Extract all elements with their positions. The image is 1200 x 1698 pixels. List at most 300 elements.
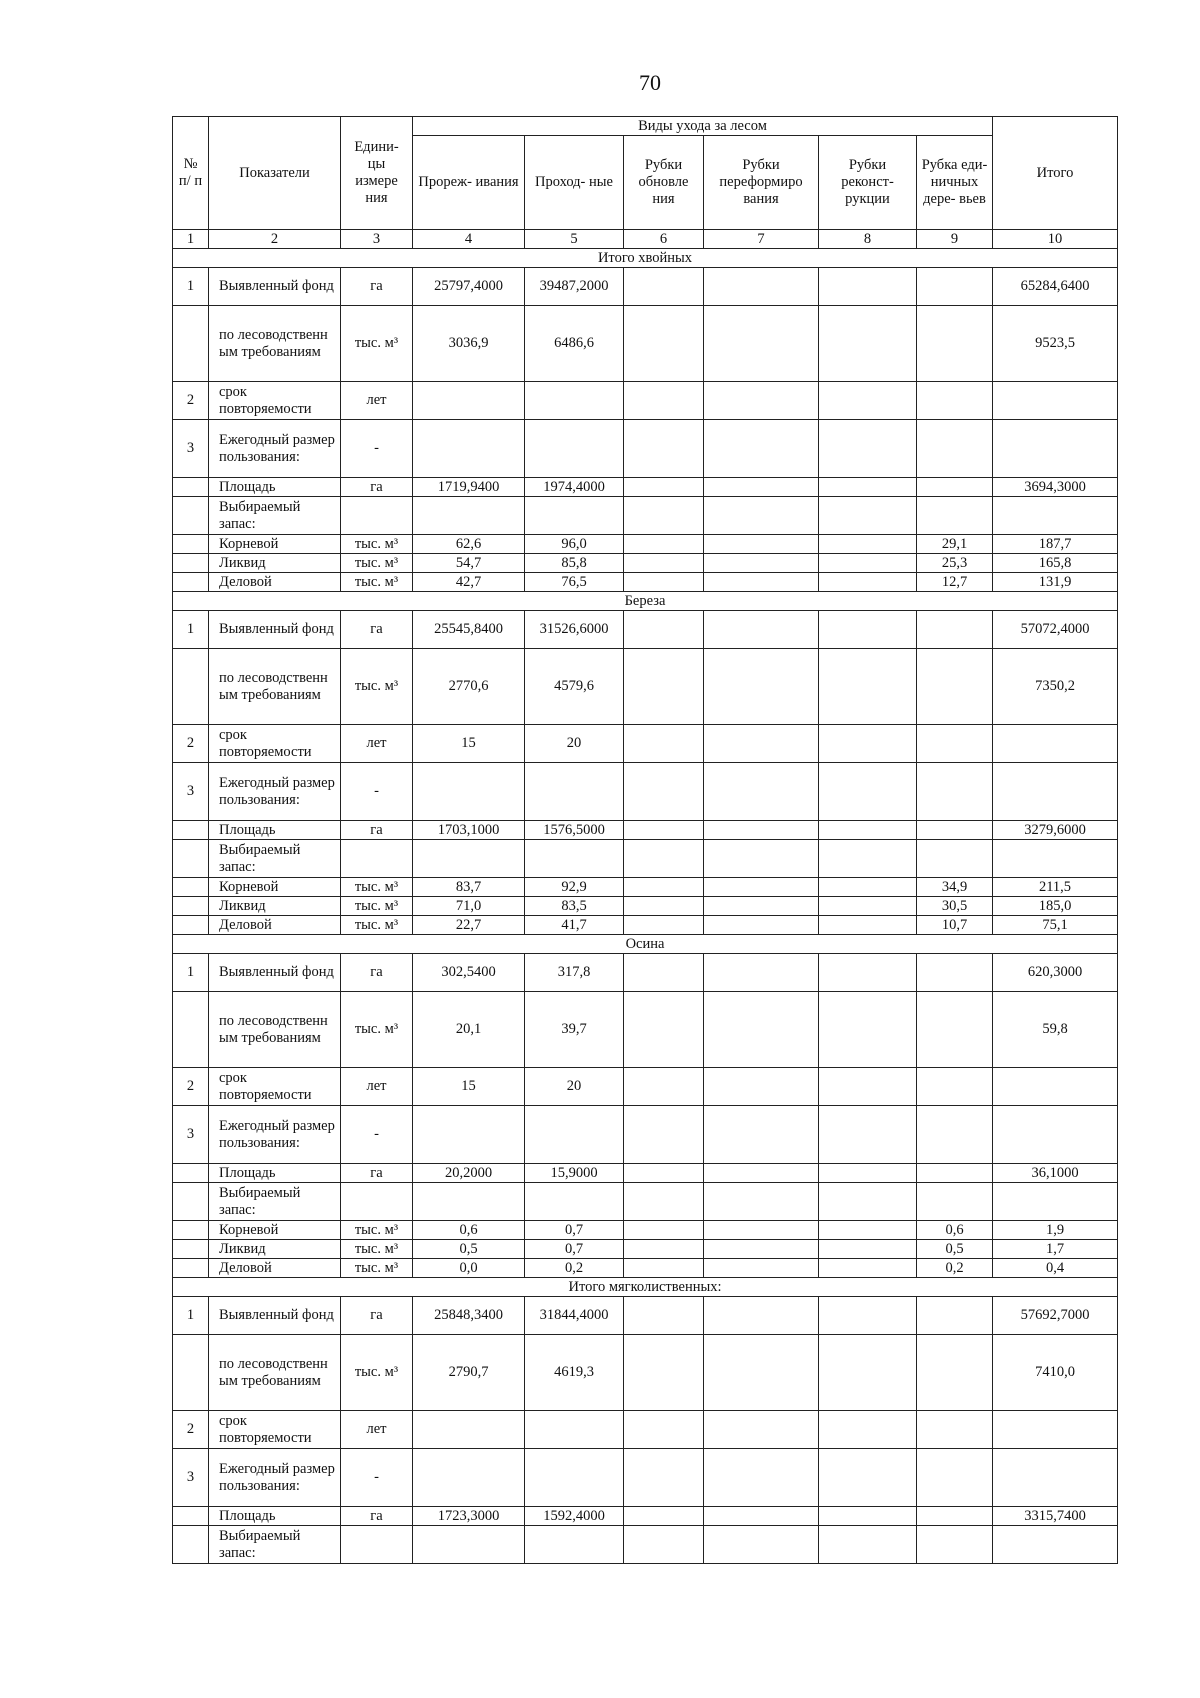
total-value [993,840,1118,878]
total-value: 211,5 [993,878,1118,897]
single-trees-value: 10,7 [917,916,993,935]
table-row [173,1335,1118,1411]
row-number: 2 [173,382,209,420]
single-trees-value [917,763,993,821]
reformation-value [704,1297,819,1335]
single-trees-value [917,649,993,725]
passage-value [525,1411,624,1449]
renewal-value [624,497,704,535]
passage-value [525,1449,624,1507]
table-body [173,249,1118,1564]
table-row [173,554,1118,573]
thinning-value: 0,6 [413,1221,525,1240]
unit [341,840,413,878]
renewal-value [624,1164,704,1183]
table-row [173,1526,1118,1564]
renewal-value [624,1507,704,1526]
indicator-name: Деловой [209,916,341,935]
reconstruction-value [819,897,917,916]
renewal-value [624,535,704,554]
indicator-name: срок повторяемости [209,725,341,763]
passage-value: 1576,5000 [525,821,624,840]
reconstruction-value [819,954,917,992]
indicator-name: Корневой [209,1221,341,1240]
thinning-value [413,420,525,478]
renewal-value [624,1106,704,1164]
row-number: 3 [173,420,209,478]
renewal-value [624,268,704,306]
thinning-value: 25797,4000 [413,268,525,306]
col-number: 3 [341,230,413,249]
reconstruction-value [819,611,917,649]
passage-value: 39487,2000 [525,268,624,306]
reconstruction-value [819,916,917,935]
indicator-name: по лесоводственн ым требованиям [209,992,341,1068]
renewal-value [624,878,704,897]
reformation-value [704,535,819,554]
indicator-name: Выбираемый запас: [209,1526,341,1564]
renewal-value [624,1297,704,1335]
renewal-value [624,1068,704,1106]
passage-value: 83,5 [525,897,624,916]
single-trees-value [917,1449,993,1507]
reconstruction-value [819,554,917,573]
unit: - [341,763,413,821]
total-value: 7410,0 [993,1335,1118,1411]
unit: тыс. м³ [341,535,413,554]
indicator-name: Ликвид [209,554,341,573]
reconstruction-value [819,1221,917,1240]
unit: тыс. м³ [341,306,413,382]
single-trees-value [917,821,993,840]
row-number [173,573,209,592]
unit: га [341,478,413,497]
header-reconstruction: Рубки реконст- рукции [819,136,917,230]
passage-value: 0,7 [525,1221,624,1240]
thinning-value [413,382,525,420]
thinning-value [413,1106,525,1164]
table-row [173,535,1118,554]
reconstruction-value [819,1449,917,1507]
single-trees-value [917,1297,993,1335]
single-trees-value [917,1507,993,1526]
reformation-value [704,1240,819,1259]
unit: тыс. м³ [341,1259,413,1278]
header-num: № п/ п [173,117,209,230]
renewal-value [624,649,704,725]
reconstruction-value [819,268,917,306]
single-trees-value: 0,6 [917,1221,993,1240]
indicator-name: Деловой [209,1259,341,1278]
passage-value: 0,7 [525,1240,624,1259]
passage-value [525,763,624,821]
reconstruction-value [819,478,917,497]
total-value: 9523,5 [993,306,1118,382]
unit: га [341,1297,413,1335]
single-trees-value [917,1335,993,1411]
total-value: 131,9 [993,573,1118,592]
reformation-value [704,992,819,1068]
reconstruction-value [819,840,917,878]
renewal-value [624,573,704,592]
thinning-value: 302,5400 [413,954,525,992]
single-trees-value [917,268,993,306]
col-number: 6 [624,230,704,249]
row-number: 3 [173,763,209,821]
passage-value: 0,2 [525,1259,624,1278]
reconstruction-value [819,1240,917,1259]
single-trees-value [917,382,993,420]
row-number [173,1507,209,1526]
indicator-name: Корневой [209,535,341,554]
total-value [993,763,1118,821]
passage-value [525,382,624,420]
single-trees-value: 25,3 [917,554,993,573]
row-number [173,497,209,535]
unit [341,1183,413,1221]
reconstruction-value [819,382,917,420]
table-row [173,1183,1118,1221]
reconstruction-value [819,1259,917,1278]
reformation-value [704,1183,819,1221]
section-title: Береза [173,592,1118,611]
thinning-value: 1723,3000 [413,1507,525,1526]
single-trees-value: 30,5 [917,897,993,916]
unit: лет [341,725,413,763]
thinning-value: 71,0 [413,897,525,916]
thinning-value [413,1526,525,1564]
indicator-name: Выявленный фонд [209,611,341,649]
passage-value: 15,9000 [525,1164,624,1183]
total-value: 7350,2 [993,649,1118,725]
table-row [173,611,1118,649]
table-row [173,649,1118,725]
table-row [173,840,1118,878]
thinning-value: 62,6 [413,535,525,554]
thinning-value: 2770,6 [413,649,525,725]
reformation-value [704,1068,819,1106]
reconstruction-value [819,649,917,725]
section-header-row [173,1278,1118,1297]
unit [341,497,413,535]
page-number: 70 [639,70,661,95]
renewal-value [624,992,704,1068]
indicator-name: по лесоводственн ым требованиям [209,306,341,382]
indicator-name: срок повторяемости [209,1068,341,1106]
header-thinning: Прореж- ивания [413,136,525,230]
col-number: 9 [917,230,993,249]
thinning-value: 83,7 [413,878,525,897]
reformation-value [704,554,819,573]
reformation-value [704,611,819,649]
unit: га [341,1507,413,1526]
reconstruction-value [819,1526,917,1564]
renewal-value [624,916,704,935]
single-trees-value: 0,2 [917,1259,993,1278]
single-trees-value: 34,9 [917,878,993,897]
table-row [173,821,1118,840]
row-number [173,821,209,840]
thinning-value: 2790,7 [413,1335,525,1411]
row-number: 2 [173,1068,209,1106]
single-trees-value [917,1164,993,1183]
unit [341,1526,413,1564]
unit: лет [341,1411,413,1449]
section-header-row [173,935,1118,954]
reformation-value [704,1259,819,1278]
indicator-name: Корневой [209,878,341,897]
passage-value: 39,7 [525,992,624,1068]
reconstruction-value [819,497,917,535]
renewal-value [624,897,704,916]
indicator-name: срок повторяемости [209,1411,341,1449]
reformation-value [704,821,819,840]
indicator-name: Выявленный фонд [209,1297,341,1335]
reformation-value [704,1526,819,1564]
table-row [173,497,1118,535]
passage-value [525,497,624,535]
indicator-name: Площадь [209,1507,341,1526]
total-value [993,1106,1118,1164]
reconstruction-value [819,535,917,554]
unit: га [341,611,413,649]
passage-value: 1592,4000 [525,1507,624,1526]
unit: тыс. м³ [341,878,413,897]
row-number: 1 [173,954,209,992]
passage-value [525,840,624,878]
reformation-value [704,649,819,725]
table-row [173,725,1118,763]
row-number [173,897,209,916]
table-row [173,1449,1118,1507]
total-value [993,1526,1118,1564]
thinning-value: 15 [413,725,525,763]
row-number: 3 [173,1449,209,1507]
total-value [993,497,1118,535]
renewal-value [624,1183,704,1221]
reconstruction-value [819,420,917,478]
total-value: 3694,3000 [993,478,1118,497]
reformation-value [704,878,819,897]
row-number [173,649,209,725]
indicator-name: по лесоводственн ым требованиям [209,1335,341,1411]
unit: тыс. м³ [341,554,413,573]
total-value: 3279,6000 [993,821,1118,840]
row-number [173,878,209,897]
header-units: Едини- цы измере ния [341,117,413,230]
passage-value: 31844,4000 [525,1297,624,1335]
reformation-value [704,1449,819,1507]
passage-value [525,1183,624,1221]
single-trees-value [917,725,993,763]
total-value [993,1183,1118,1221]
indicator-name: срок повторяемости [209,382,341,420]
row-number [173,306,209,382]
indicator-name: Ликвид [209,1240,341,1259]
renewal-value [624,1526,704,1564]
thinning-value [413,1449,525,1507]
table-row [173,1411,1118,1449]
unit: - [341,1449,413,1507]
single-trees-value [917,306,993,382]
header-total: Итого [993,117,1118,230]
reformation-value [704,420,819,478]
renewal-value [624,1449,704,1507]
renewal-value [624,382,704,420]
unit: - [341,1106,413,1164]
table-row [173,1068,1118,1106]
renewal-value [624,1240,704,1259]
unit: лет [341,382,413,420]
reconstruction-value [819,1297,917,1335]
reconstruction-value [819,992,917,1068]
table-row [173,1297,1118,1335]
total-value: 3315,7400 [993,1507,1118,1526]
row-number: 2 [173,725,209,763]
table-row [173,878,1118,897]
passage-value: 76,5 [525,573,624,592]
col-number: 4 [413,230,525,249]
row-number [173,1221,209,1240]
col-number: 10 [993,230,1118,249]
renewal-value [624,1259,704,1278]
single-trees-value [917,611,993,649]
table-row [173,478,1118,497]
total-value: 620,3000 [993,954,1118,992]
reformation-value [704,725,819,763]
reformation-value [704,478,819,497]
row-number [173,840,209,878]
header-group: Виды ухода за лесом [413,117,993,136]
thinning-value: 20,1 [413,992,525,1068]
thinning-value: 0,0 [413,1259,525,1278]
indicator-name: Площадь [209,1164,341,1183]
table-row [173,1164,1118,1183]
unit: га [341,1164,413,1183]
renewal-value [624,611,704,649]
indicator-name: Ежегодный размер пользования: [209,420,341,478]
reconstruction-value [819,306,917,382]
reconstruction-value [819,821,917,840]
renewal-value [624,840,704,878]
row-number [173,1183,209,1221]
passage-value: 317,8 [525,954,624,992]
indicator-name: Ликвид [209,897,341,916]
reformation-value [704,1221,819,1240]
passage-value: 4619,3 [525,1335,624,1411]
passage-value: 85,8 [525,554,624,573]
thinning-value: 25545,8400 [413,611,525,649]
single-trees-value [917,992,993,1068]
renewal-value [624,1411,704,1449]
passage-value: 1974,4000 [525,478,624,497]
indicator-name: Площадь [209,478,341,497]
total-value: 185,0 [993,897,1118,916]
table-row [173,1106,1118,1164]
row-number [173,916,209,935]
single-trees-value [917,1183,993,1221]
total-value: 59,8 [993,992,1118,1068]
row-number [173,554,209,573]
table-row [173,954,1118,992]
thinning-value: 3036,9 [413,306,525,382]
table-row [173,573,1118,592]
reconstruction-value [819,1164,917,1183]
section-title: Осина [173,935,1118,954]
reformation-value [704,1411,819,1449]
unit: га [341,821,413,840]
reformation-value [704,306,819,382]
single-trees-value [917,478,993,497]
renewal-value [624,420,704,478]
header-passage: Проход- ные [525,136,624,230]
total-value [993,1411,1118,1449]
renewal-value [624,725,704,763]
thinning-value: 15 [413,1068,525,1106]
row-number [173,1335,209,1411]
indicator-name: Выбираемый запас: [209,1183,341,1221]
thinning-value [413,1411,525,1449]
indicator-name: по лесоводственн ым требованиям [209,649,341,725]
table-row [173,1259,1118,1278]
renewal-value [624,1221,704,1240]
unit: тыс. м³ [341,1335,413,1411]
thinning-value: 54,7 [413,554,525,573]
row-number: 2 [173,1411,209,1449]
single-trees-value [917,420,993,478]
total-value: 57692,7000 [993,1297,1118,1335]
total-value [993,420,1118,478]
passage-value [525,420,624,478]
single-trees-value [917,840,993,878]
header-numbers-row [173,230,1118,249]
indicator-name: Выбираемый запас: [209,840,341,878]
total-value: 36,1000 [993,1164,1118,1183]
col-number: 2 [209,230,341,249]
single-trees-value: 0,5 [917,1240,993,1259]
table-row [173,1221,1118,1240]
single-trees-value [917,1106,993,1164]
thinning-value: 1719,9400 [413,478,525,497]
reformation-value [704,840,819,878]
table-row [173,382,1118,420]
total-value: 187,7 [993,535,1118,554]
reformation-value [704,954,819,992]
table-row [173,306,1118,382]
indicator-name: Площадь [209,821,341,840]
indicator-name: Ежегодный размер пользования: [209,1106,341,1164]
renewal-value [624,954,704,992]
reformation-value [704,897,819,916]
col-number: 8 [819,230,917,249]
col-number: 1 [173,230,209,249]
single-trees-value [917,1526,993,1564]
thinning-value: 0,5 [413,1240,525,1259]
header-renewal: Рубки обновле ния [624,136,704,230]
unit: тыс. м³ [341,897,413,916]
single-trees-value: 12,7 [917,573,993,592]
unit: тыс. м³ [341,916,413,935]
table-row [173,897,1118,916]
reformation-value [704,382,819,420]
row-number [173,1240,209,1259]
total-value: 1,9 [993,1221,1118,1240]
reconstruction-value [819,1106,917,1164]
thinning-value [413,763,525,821]
unit: тыс. м³ [341,1240,413,1259]
total-value: 65284,6400 [993,268,1118,306]
passage-value: 4579,6 [525,649,624,725]
